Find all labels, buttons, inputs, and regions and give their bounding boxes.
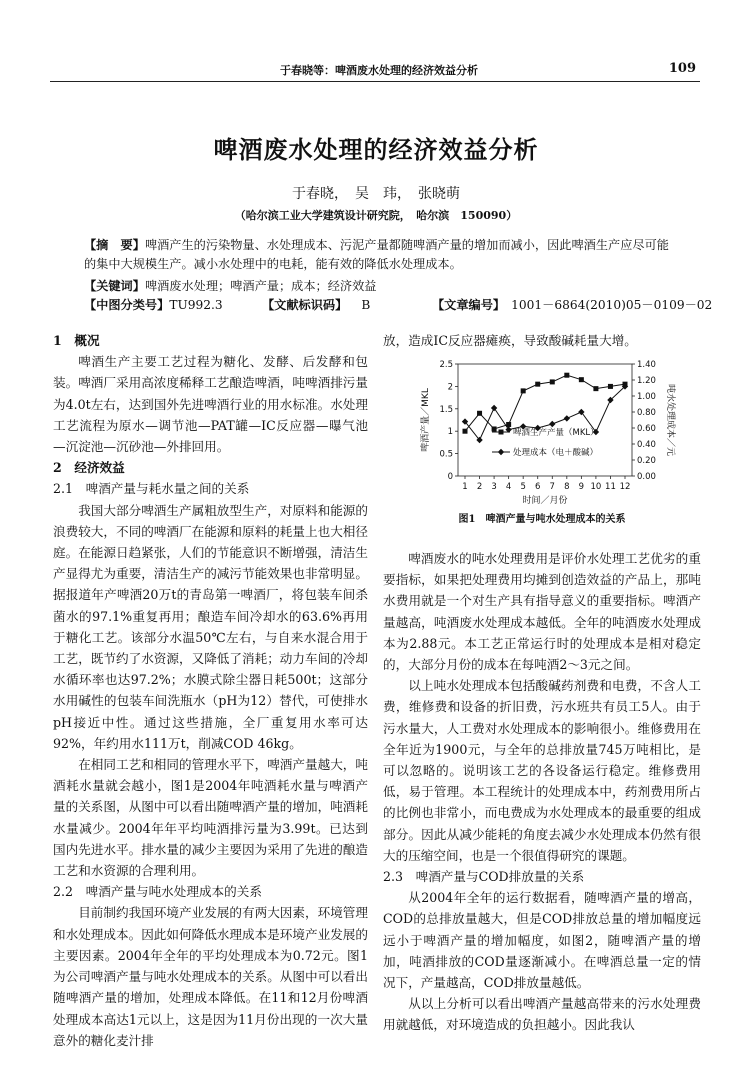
article-value: 1001－6864(2010)05－0109－02	[511, 298, 713, 312]
x-tick-label: 3	[491, 482, 497, 492]
right-column	[383, 548, 701, 1036]
clc-number	[84, 296, 223, 313]
x-tick-label: 5	[520, 482, 526, 492]
right-paragraph-3: 从2004年全年的运行数据看，随啤酒产量的增高，COD的总排放量越大，但是COD排放总量的增加幅度远远小于啤酒产量的增加幅度，如图2，随啤酒产量的增加，吨酒排放的COD量逐渐减小。在啤酒总量一定的情况下，产量越高，COD排放量越低。	[383, 890, 701, 991]
right-paragraph-1: 啤酒废水的吨水处理费用是评价水处理工艺优劣的重要指标，如果把处理费用均摊到创造效益的产品上，那吨水费用就是一个对生产具有指导意义的重要指标。啤酒产量越高，吨酒废水处理成本越低。全年的吨酒废水处理成本为2.88元。本工艺正常运行时的处理成本是相对稳定的，大部分月份的成本在每吨酒2～3元之间。	[383, 551, 701, 673]
series-1-point	[477, 411, 482, 416]
running-header	[50, 60, 700, 82]
abstract-label: 【摘 要】	[84, 238, 145, 252]
authors: 于春晓， 吴 玮， 张晓萌	[292, 186, 460, 202]
section-2-1-heading: 2.1 啤酒产量与耗水量之间的关系	[53, 481, 250, 497]
article-number	[432, 296, 712, 313]
series-1-point	[535, 382, 540, 387]
section-2-2-paragraph: 目前制约我国环境产业发展的有两大因素，环境管理和水处理成本。因此如何降低水理成本是环境产业发展的主要因素。2004年全年的平均处理成本为0.72元。图1为公司啤酒产量与吨水处理成本的关系。从图中可以看出随啤酒产量的增加，处理成本降低。在11和12月份啤酒处理成本高达1元以上，这是因为11月份出现的一次大量意外的糖化麦汁排	[53, 905, 368, 1048]
series-1-point	[521, 388, 526, 393]
section-1-paragraph: 啤酒生产主要工艺过程为糖化、发酵、后发酵和包装。啤酒厂采用高浓度稀释工艺酿造啤酒，吨啤酒排污量为4.0t左右，达到国外先进啤酒行业的用水标准。水处理工艺流程为原水—调节池—PAT罐—IC反应器—曝气池—沉淀池—沉砂池—外排回用。	[53, 354, 368, 455]
series-1-point	[579, 377, 584, 382]
right-tick-label: 1.20	[637, 376, 656, 386]
right-paragraph-4: 从以上分析可以看出啤酒产量越高带来的污水处理费用就越低，对环境造成的负担越小。因此我认	[383, 996, 701, 1033]
x-tick-label: 4	[505, 482, 512, 492]
affiliation: （哈尔滨工业大学建筑设计研究院， 哈尔滨 150090）	[234, 209, 518, 222]
x-tick-label: 8	[564, 482, 570, 492]
series-1-point	[564, 373, 569, 378]
x-tick-label: 12	[619, 482, 631, 492]
x-tick-label: 7	[549, 482, 555, 492]
x-tick-label: 2	[476, 482, 483, 492]
left-tick-label: 0.5	[439, 449, 453, 460]
series-2-point	[564, 415, 570, 421]
doc-code	[262, 296, 370, 313]
page-number: 109	[668, 61, 696, 76]
doc-label: 【文献标识码】	[262, 298, 348, 312]
series-1-point	[550, 379, 555, 384]
clc-value: TU992.3	[169, 298, 223, 312]
series-line-1	[465, 375, 625, 431]
running-title: 于春晓等：啤酒废水处理的经济效益分析	[280, 64, 478, 77]
left-tick-label: 0	[447, 472, 453, 482]
x-tick-label: 1	[462, 482, 468, 492]
right-tick-label: 0.60	[637, 424, 656, 434]
series-1-point	[492, 426, 497, 431]
legend-marker-2	[498, 449, 504, 455]
right-tick-label: 0.80	[637, 408, 656, 418]
right-tick-label: 0.20	[637, 456, 656, 466]
series-1-point	[463, 429, 468, 434]
left-tick-label: 1.5	[439, 404, 453, 415]
legend-label-2: 处理成本（电＋酸碱）	[513, 448, 599, 458]
figure-1-chart	[400, 358, 700, 508]
right-axis-label: 吨水处理成本／元	[665, 383, 675, 457]
x-tick-label: 11	[605, 482, 616, 492]
plot-frame	[458, 364, 632, 476]
right-tick-label: 0.00	[637, 472, 656, 482]
left-tick-label: 1	[447, 427, 453, 438]
left-tick-label: 2	[447, 382, 453, 393]
section-1-heading: 1 概况	[53, 333, 100, 348]
section-2-2-heading: 2.2 啤酒产量与吨水处理成本的关系	[53, 884, 262, 900]
clc-label: 【中图分类号】	[84, 298, 170, 312]
series-2-point	[549, 421, 555, 427]
x-axis-label: 时间／月份	[522, 496, 568, 506]
x-tick-label: 9	[578, 482, 585, 492]
right-tick-label: 0.40	[637, 440, 656, 450]
right-tick-label: 1.40	[637, 360, 656, 370]
article-label: 【文章编号】	[432, 298, 506, 312]
section-2-3-heading: 2.3 啤酒产量与COD排放量的关系	[383, 869, 585, 885]
series-2-point	[491, 405, 497, 411]
right-paragraph-2: 以上吨水处理成本包括酸碱药剂费和电费，不含人工费，维修费和设备的折旧费，污水班共有员工5人。由于污水量大，人工费对水处理成本的影响很小。维修费用在全年近为1900元，与全年的总排放量745万吨相比，是可以忽略的。说明该工艺的各设备运行稳定。维修费用低，易于管理。本工程统计的处理成本中，药剂费用所占的比例也非常小，而电费成为水处理成本的最重要的组成部分。因此从减少能耗的角度去减少水处理成本仍然有很大的压缩空间，也是一个很值得研究的课题。	[383, 678, 701, 863]
keywords-text: 啤酒废水处理；啤酒产量；成本；经济效益	[144, 279, 377, 293]
section-2-1-paragraph-2: 在相同工艺和相同的管理水平下，啤酒产量越大，吨酒耗水量就会越小，图1是2004年吨酒耗水量与啤酒产量的关系图，从图中可以看出随啤酒产量的增加，吨酒耗水量减少。2004年年平均吨酒排污量为3.99t。已达到国内先进水平。排水量的减少主要因为采用了先进的酿造工艺和水资源的合理利用。	[53, 757, 368, 879]
right-tick-label: 1.00	[637, 392, 656, 402]
abstract-text: 啤酒产生的污染物量、水处理成本、污泥产量都随啤酒产量的增加而减小，因此啤酒生产应尽可能的集中大规模生产。减小水处理中的电耗，能有效的降低水处理成本。	[84, 238, 669, 271]
section-2-1-paragraph-1: 我国大部分啤酒生产属粗放型生产，对原料和能源的浪费较大，不同的啤酒厂在能源和原料的耗量上也大相径庭。在能源日趋紧张，人们的节能意识不断增强，清洁生产显得尤为重要，清洁生产的减污节能效果也非常明显。据报道年产啤酒20万t的青岛第一啤酒厂，将包装车间杀菌水的97.1%重复再用；酿造车间冷却水的63.6%再用于糖化工艺。该部分水温50℃左右，与自来水混合用于工艺，既节约了水资源，又降低了消耗；动力车间的冷却水循环率也达97.2%；水膜式除尘器日耗500t；这部分水用碱性的包装车间洗瓶水（pH为12）替代，可使排水pH接近中性。通过这些措施，全厂重复用水率可达92%，年约用水111万t，削减COD 46kg。	[53, 502, 368, 751]
series-1-point	[593, 386, 598, 391]
figure-1-caption: 图1 啤酒产量与吨水处理成本的关系	[458, 514, 626, 525]
keywords	[84, 277, 679, 294]
x-tick-label: 10	[590, 482, 602, 492]
abstract	[84, 236, 679, 274]
doc-value: B	[361, 298, 371, 312]
left-axis-label: 啤酒产量／MKL	[421, 388, 431, 452]
continued-paragraph: 放，造成IC反应器瘫痪，导致酸碱耗量大增。	[383, 333, 637, 348]
left-column	[53, 330, 368, 1051]
legend-label-1: 啤酒生产产量（MKL）	[513, 428, 599, 438]
legend-marker-1	[499, 430, 504, 435]
left-tick-label: 2.5	[439, 360, 453, 370]
series-1-point	[608, 384, 613, 389]
section-2-heading: 2 经济效益	[53, 460, 125, 476]
paper-title: 啤酒废水处理的经济效益分析	[213, 135, 539, 164]
keywords-label: 【关键词】	[84, 279, 145, 293]
x-tick-label: 6	[535, 482, 541, 492]
right-column-top	[383, 330, 701, 351]
